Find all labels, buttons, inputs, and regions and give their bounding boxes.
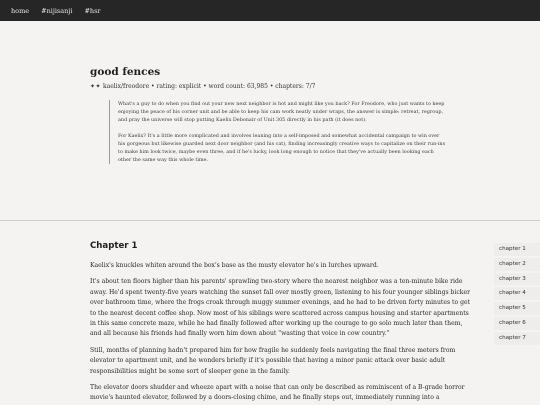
toc-chapter-3-link[interactable]: chapter 3 xyxy=(494,273,540,286)
toc-chapter-4-link[interactable]: chapter 4 xyxy=(494,287,540,300)
toc-chapter-5-link[interactable]: chapter 5 xyxy=(494,302,540,315)
nav-tag-hsr-link[interactable]: #hsr xyxy=(84,6,101,15)
work-meta-text: kaelix/freodore • rating: explicit • word count: 63,985 • chapters: 7/7 xyxy=(102,83,316,90)
rating-stars: ✦✦ xyxy=(90,83,102,90)
work-title: good fences xyxy=(90,66,161,78)
top-nav-bar xyxy=(0,0,540,21)
chapter-paragraph: Kaelix's knuckles whiten around the box's base as the musty elevator he's in lurches upward. xyxy=(90,262,379,269)
chapter-title: Chapter 1 xyxy=(90,241,138,251)
toc-chapter-6-link[interactable]: chapter 6 xyxy=(494,317,540,330)
toc-chapter-2-link[interactable]: chapter 2 xyxy=(494,258,540,271)
chapter-toc xyxy=(494,243,540,347)
nav-tag-nijisanji-link[interactable]: #nijisanji xyxy=(41,6,73,15)
chapter-body xyxy=(90,261,475,405)
nav-home-link[interactable]: home xyxy=(11,6,30,15)
chapter-paragraph: The elevator doors shudder and wheeze apart with a noise that can only be described as reminiscent of a B-grade horror movie's haunted elevator, followed by a doors-closing chime, and he finally steps out, immediately running into a xyxy=(90,384,465,402)
summary-paragraph: For Kaelix? It's a little more complicated and involves leaning into a self-imposed and somewhat accidental campaign to win over his gorgeous but likewise guarded next door neighbor (and his cat), finding increasingly creative ways to capitalize on their run-ins to make him look twice, maybe even three, and if he's lucky, look long enough to notice that they've actually been looking each other the same way this whole time. xyxy=(118,132,446,164)
toc-chapter-7-link[interactable]: chapter 7 xyxy=(494,332,540,345)
chapter-paragraph: It's about ten floors higher than his parents' sprawling two-story where the nearest neighbor was a ten-minute bike ride away. He'd spent twenty-five years watching the sunset fall over mostly green, listening to his four younger siblings bicker over bathroom time, where the frogs croak through muggy summer evenings, and he had to be driven forty minutes to get to the nearest decent coffee shop. Now most of his siblings were scattered across campus housing and starter apartments in this same concrete maze, while he had finally followed after working up the courage to go solo much later than them, and all because his friends had finally worn him down about "wasting that voice in cow country." xyxy=(90,278,471,338)
chapter-paragraph: Still, months of planning hadn't prepared him for how fragile he suddenly feels navigating the final three meters from elevator to apartment unit, and he wonders briefly if it's possible that having a minor panic attack over basic adult responsibilities might be some sort of sleeper gene in the family. xyxy=(90,346,456,375)
toc-chapter-1-link[interactable]: chapter 1 xyxy=(494,243,540,256)
work-summary xyxy=(109,100,447,164)
work-meta xyxy=(90,83,315,90)
summary-paragraph: What's a guy to do when you find out your new next neighbor is hot and might like you back? For Freodore, who just wants to keep enjoying the peace of his corner unit and be able to keep his cam work neatly under wraps, the answer is simple: retreat, regroup, and pray the universe will stop putting Kaelix Debonair of Unit 305 directly in his path (it does not). xyxy=(118,101,445,124)
